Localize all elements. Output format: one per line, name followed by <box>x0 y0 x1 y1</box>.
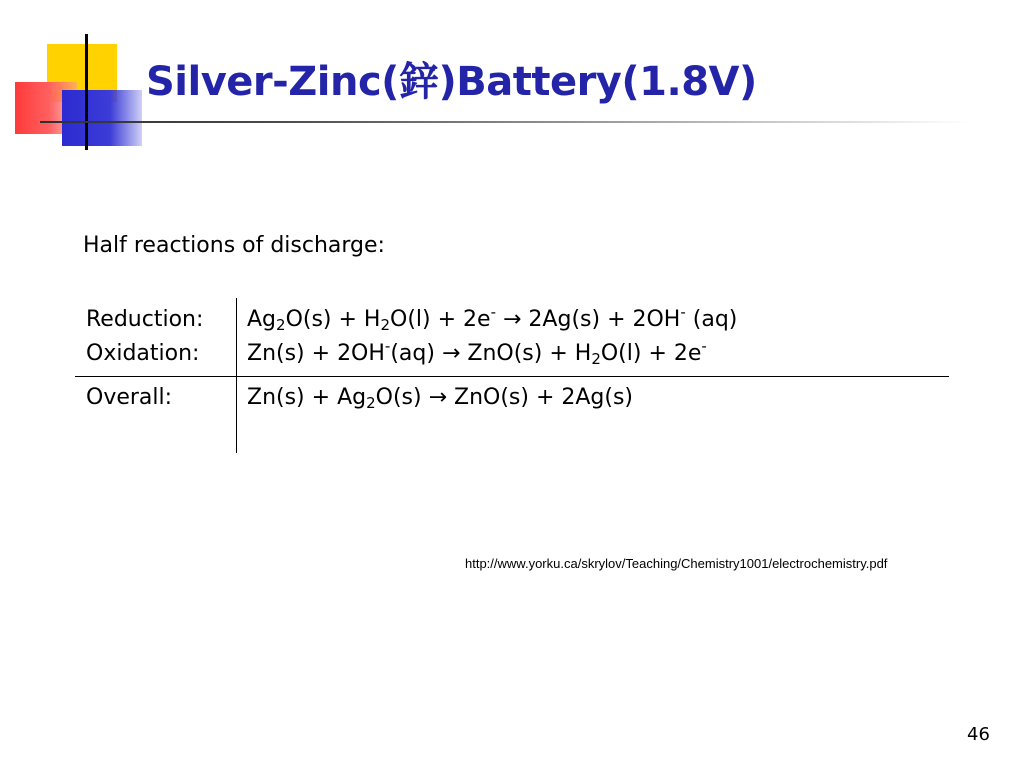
right-arrow-icon: → <box>503 307 522 332</box>
overall-label: Overall: <box>86 385 173 410</box>
source-link[interactable]: http://www.yorku.ca/skrylov/Teaching/Chemistry1001/electrochemistry.pdf <box>465 556 888 571</box>
decor-vertical-line <box>85 34 88 150</box>
oxidation-label: Oxidation: <box>86 341 200 366</box>
slide-title: Silver-Zinc(鋅)Battery(1.8V) <box>146 59 757 105</box>
right-arrow-icon: → <box>428 385 447 410</box>
page-number: 46 <box>967 724 990 745</box>
overall-equation: $Zn(s) + Ag_2O(s) \to ZnO(s) + 2Ag(s)$ <box>247 385 634 412</box>
table-horizontal-divider <box>75 376 949 377</box>
oxidation-equation: $Zn(s) + 2OH^-(aq) \to ZnO(s) + H_2O(l) + 2e^-$ <box>247 337 707 368</box>
intro-text: Half reactions of discharge: <box>83 233 385 258</box>
title-underline <box>40 121 970 123</box>
decor-blue-square <box>62 90 142 146</box>
reduction-equation: $Ag_2O(s) + H_2O(l) + 2e^- \to 2Ag(s) + 2OH^-$ (aq) <box>247 303 738 334</box>
right-arrow-icon: → <box>441 341 461 366</box>
reduction-label: Reduction: <box>86 307 204 332</box>
